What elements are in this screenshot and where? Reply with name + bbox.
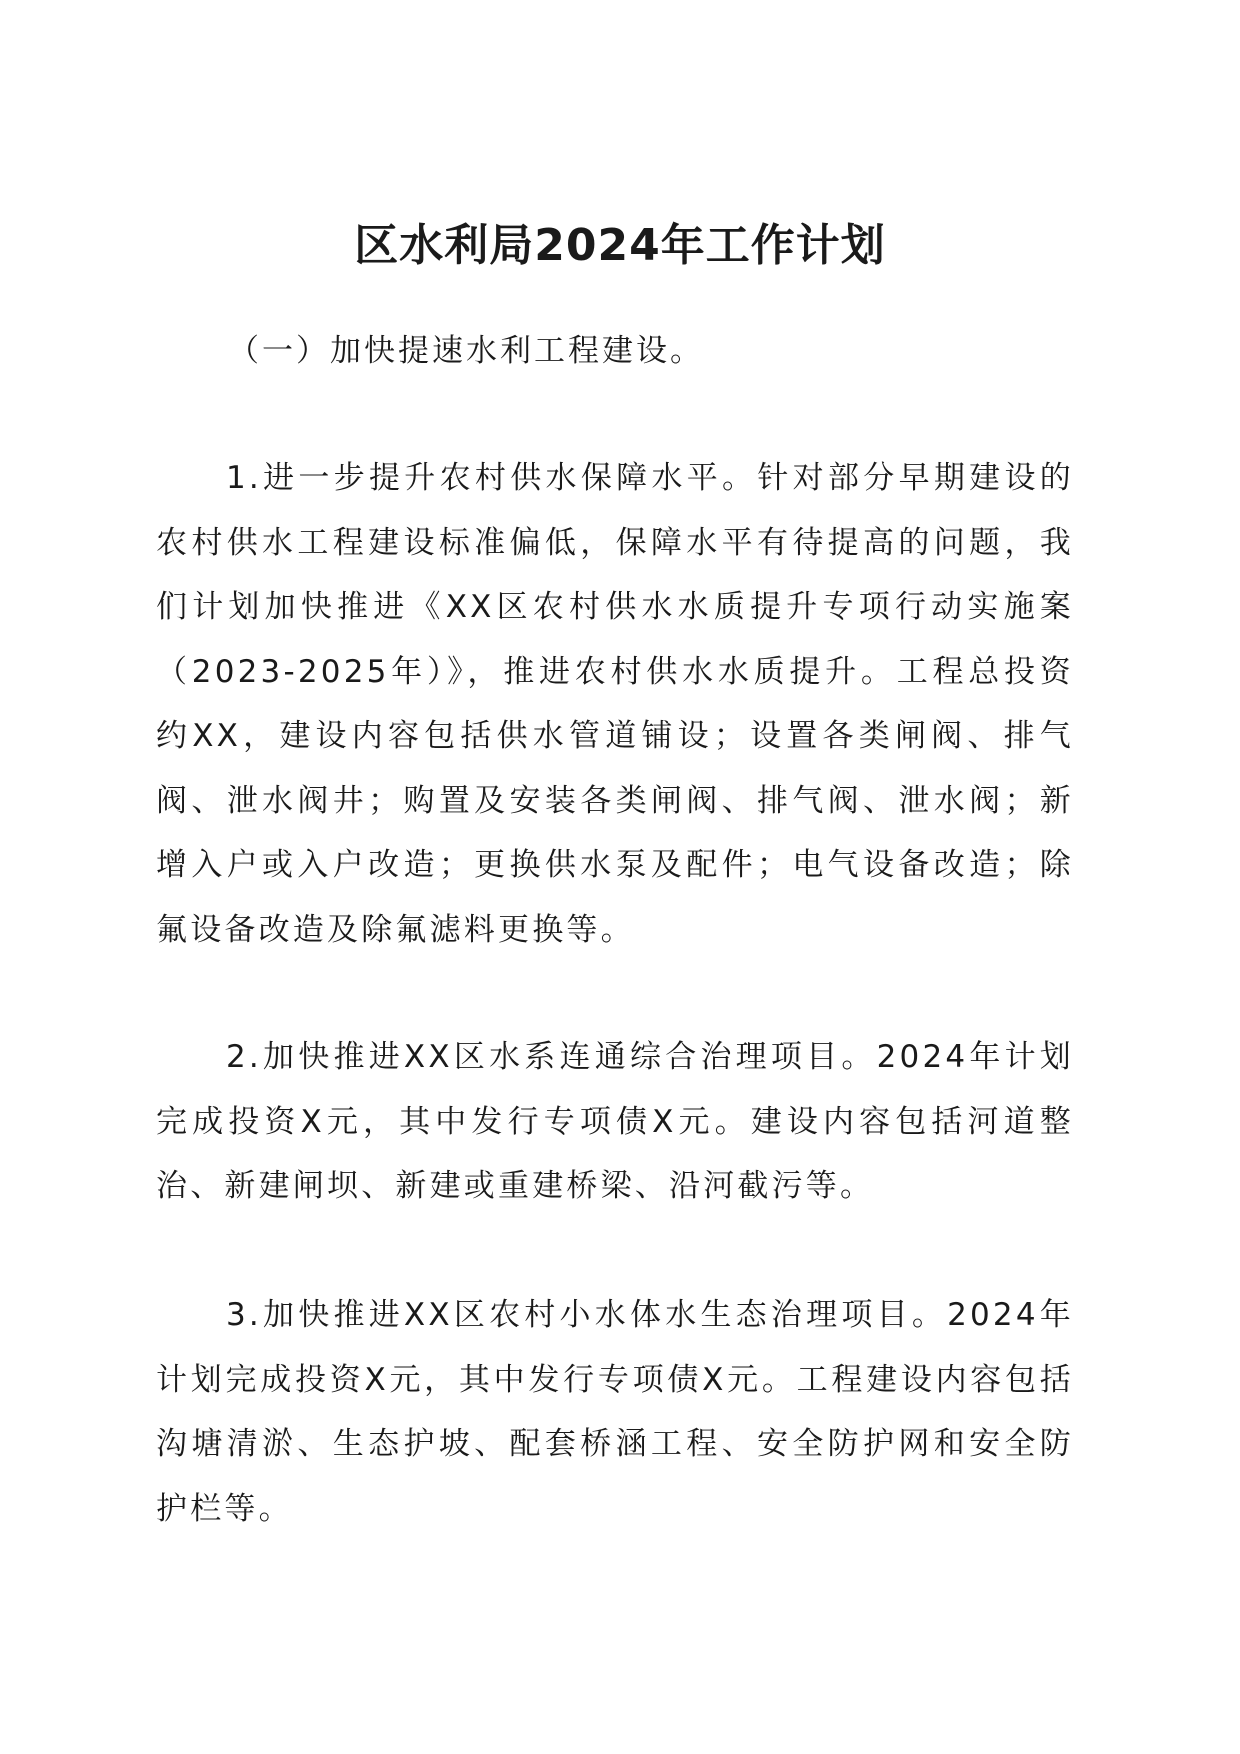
paragraph-1: 1.进一步提升农村供水保障水平。针对部分早期建设的农村供水工程建设标准偏低，保障水平有待提高的问题，我们计划加快推进《XX区农村供水水质提升专项行动实施案（2023-2025年）》，推进农村供水水质提升。工程总投资约XX，建设内容包括供水管道铺设；设置各类闸阀、排气阀、泄水阀井；购置及安装各类闸阀、排气阀、泄水阀；新增入户或入户改造；更换供水泵及配件；电气设备改造；除氟设备改造及除氟滤料更换等。 xyxy=(156,460,1074,948)
paragraph-3: 3.加快推进XX区农村小水体水生态治理项目。2024年计划完成投资X元，其中发行专项债X元。工程建设内容包括沟塘清淤、生态护坡、配套桥涵工程、安全防护网和安全防护栏等。 xyxy=(156,1297,1074,1527)
document-title: 区水利局2024年工作计划 xyxy=(354,220,886,271)
paragraph-2: 2.加快推进XX区水系连通综合治理项目。2024年计划完成投资X元，其中发行专项债X元。建设内容包括河道整治、新建闸坝、新建或重建桥梁、沿河截污等。 xyxy=(156,1039,1074,1204)
section-heading: （一）加快提速水利工程建设。 xyxy=(228,333,704,369)
